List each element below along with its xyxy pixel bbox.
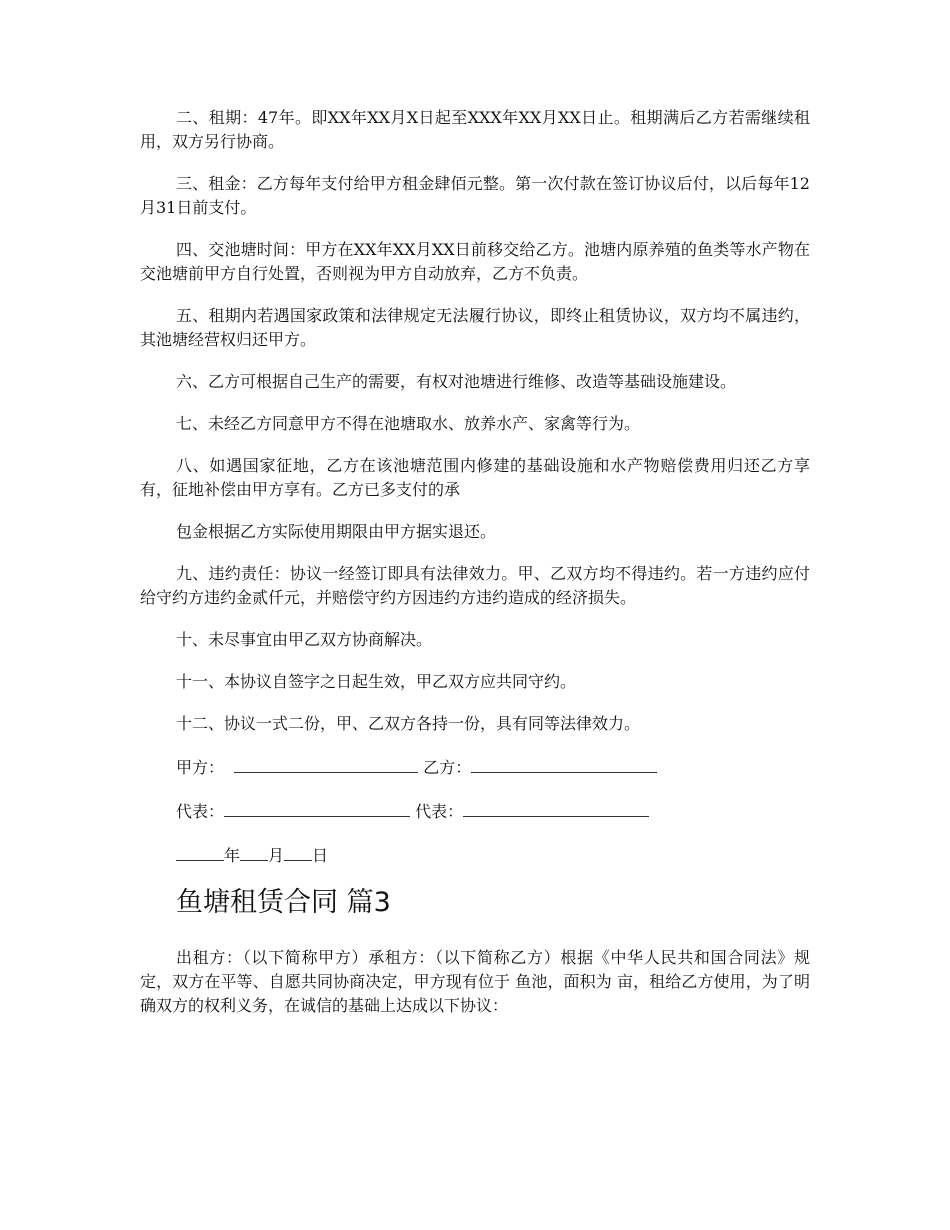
clause-10: 十、未尽事宜由甲乙双方协商解决。 [176,630,433,649]
clause-6: 六、乙方可根据自己生产的需要，有权对池塘进行维修、改造等基础设施建设。 [176,372,737,391]
rep-b-label: 代表： [415,802,464,821]
representative-signature-row [140,798,810,824]
party-signature-row [140,754,810,780]
clause-8-continued: 包金根据乙方实际使用期限由甲方据实退还。 [176,522,497,541]
date-row [140,842,810,868]
clause-5: 五、租期内若遇国家政策和法律规定无法履行协议，即终止租赁协议，双方均不属违约，其池塘经营权归还甲方。 [140,306,810,349]
clause-7: 七、未经乙方同意甲方不得在池塘取水、放养水产、家禽等行为。 [176,414,641,433]
month-blank[interactable] [240,842,268,861]
party-a-blank[interactable] [234,754,418,773]
clause-2: 二、租期：47年。即XX年XX月X日起至XXX年XX月XX日止。租期满后乙方若需继续租用，双方另行协商。 [140,108,810,151]
day-label: 日 [312,846,329,865]
clause-9: 九、违约责任：协议一经签订即具有法律效力。甲、乙双方均不得违约。若一方违约应付给守约方违约金贰仟元，并赔偿守约方因违约方违约造成的经济损失。 [140,564,810,607]
month-label: 月 [268,846,285,865]
clause-8: 八、如遇国家征地，乙方在该池塘范围内修建的基础设施和水产物赔偿费用归还乙方享有，征地补偿由甲方享有。乙方已多支付的承 [140,456,810,499]
day-blank[interactable] [284,842,312,861]
rep-b-blank[interactable] [463,798,649,817]
document-body [140,106,810,1036]
rep-a-label: 代表： [176,802,225,821]
year-blank[interactable] [176,842,224,861]
intro-paragraph: 出租方：（以下简称甲方）承租方：（以下简称乙方）根据《中华人民共和国合同法》规定，双方在平等、自愿共同协商决定，甲方现有位于 鱼池，面积为 亩，租给乙方使用，为了明确双方的权利义务，在诚信的基础上达成以下协议： [140,948,810,1015]
clause-3: 三、租金：乙方每年支付给甲方租金肆佰元整。第一次付款在签订协议后付，以后每年12月31日前支付。 [140,174,810,217]
year-label: 年 [224,846,241,865]
section-heading: 鱼塘租赁合同 篇3 [176,887,391,918]
party-b-label: 乙方： [423,758,472,777]
clause-11: 十一、本协议自签字之日起生效，甲乙双方应共同守约。 [176,672,577,691]
party-b-blank[interactable] [471,754,657,773]
clause-12: 十二、协议一式二份，甲、乙双方各持一份，具有同等法律效力。 [176,714,641,733]
party-a-label: 甲方： [176,758,225,777]
clause-4: 四、交池塘时间：甲方在XX年XX月XX日前移交给乙方。池塘内原养殖的鱼类等水产物在交池塘前甲方自行处置，否则视为甲方自动放弃，乙方不负责。 [140,240,810,283]
rep-a-blank[interactable] [224,798,410,817]
